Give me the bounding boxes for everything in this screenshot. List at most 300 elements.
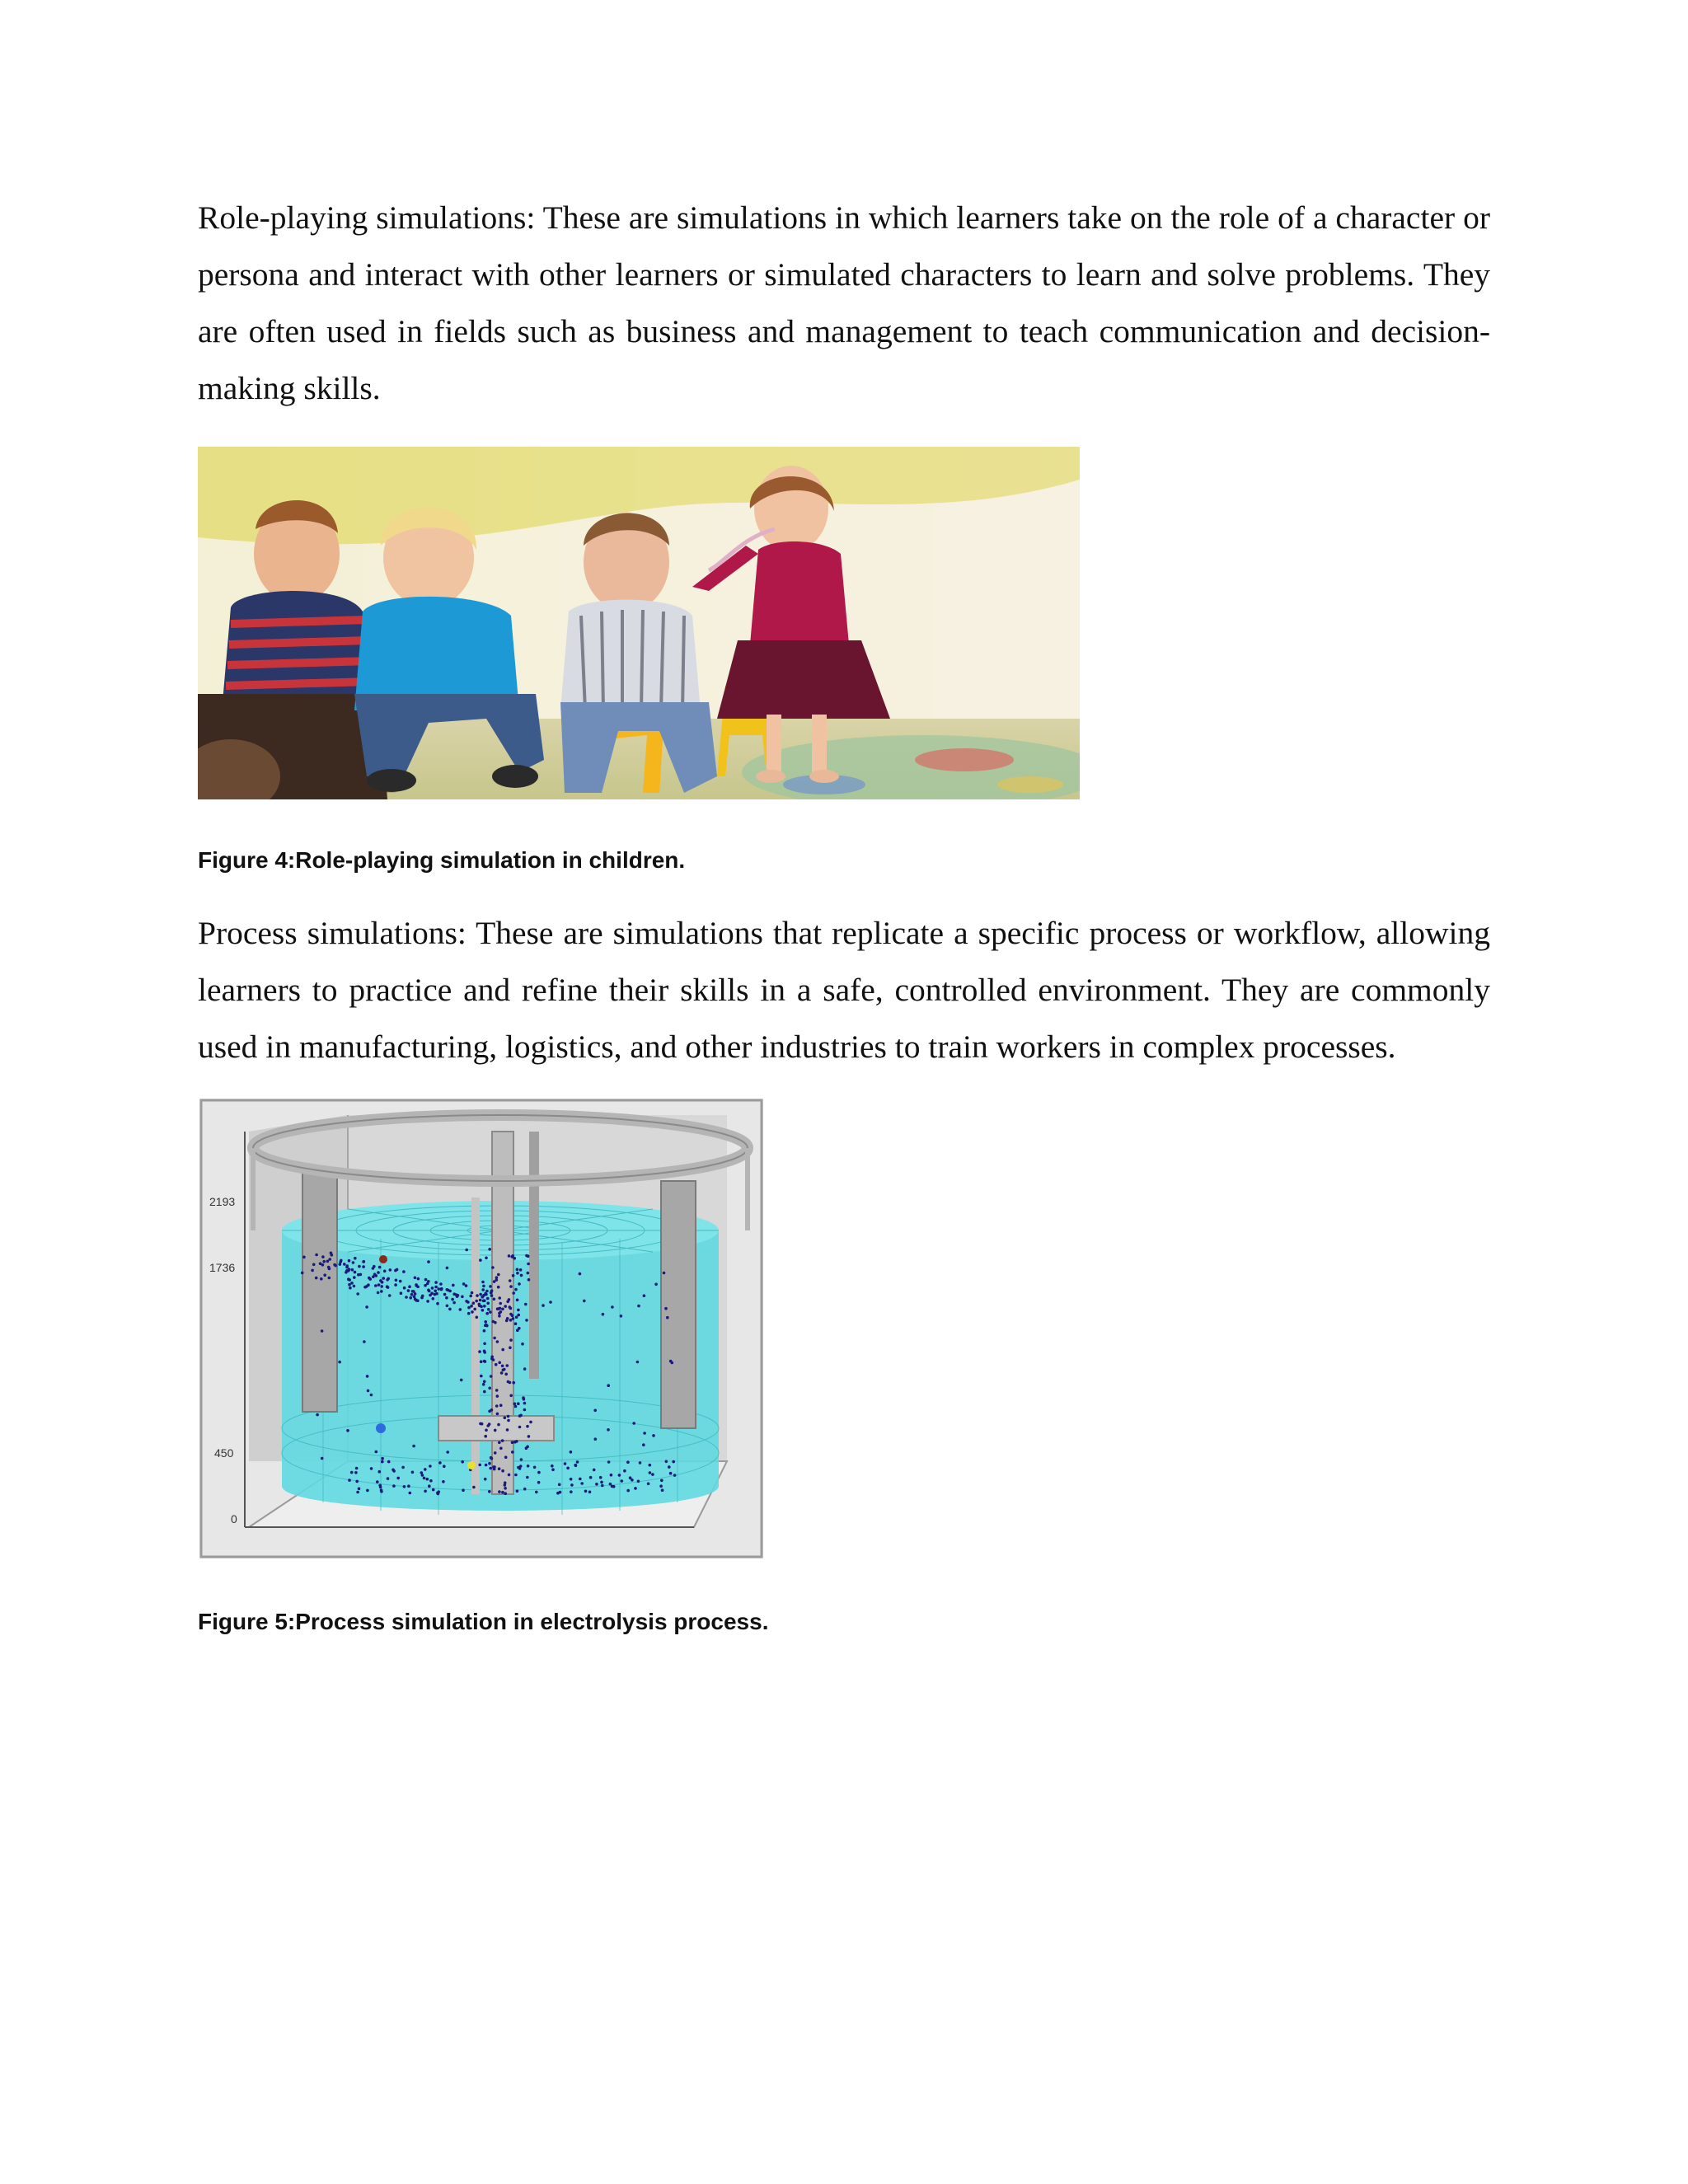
simulation-particle	[446, 1451, 449, 1454]
simulation-particle	[377, 1271, 380, 1274]
simulation-particle	[490, 1294, 494, 1297]
simulation-particle	[593, 1409, 597, 1413]
simulation-particle	[514, 1288, 518, 1291]
simulation-particle	[527, 1263, 530, 1266]
simulation-particle	[506, 1364, 509, 1367]
simulation-particle	[472, 1486, 476, 1489]
simulation-particle	[426, 1300, 429, 1303]
simulation-particle	[512, 1291, 515, 1295]
simulation-particle	[482, 1285, 485, 1288]
simulation-particle	[493, 1337, 496, 1340]
simulation-particle	[478, 1464, 481, 1467]
simulation-particle	[579, 1478, 582, 1481]
simulation-particle	[632, 1422, 635, 1425]
simulation-particle	[527, 1465, 530, 1468]
simulation-particle	[401, 1466, 405, 1469]
simulation-particle	[501, 1469, 504, 1473]
simulation-particle	[495, 1363, 498, 1366]
simulation-particle	[403, 1485, 406, 1488]
simulation-particle	[507, 1415, 510, 1418]
simulation-particle	[354, 1471, 358, 1474]
simulation-particle	[651, 1473, 654, 1476]
simulation-particle	[525, 1319, 528, 1322]
simulation-particle	[321, 1457, 324, 1460]
simulation-particle	[520, 1458, 523, 1461]
simulation-particle	[481, 1288, 485, 1291]
simulation-particle	[497, 1423, 500, 1427]
simulation-particle	[459, 1308, 462, 1311]
simulation-particle	[387, 1477, 390, 1480]
simulation-particle	[654, 1283, 658, 1286]
simulation-particle	[525, 1446, 528, 1450]
simulation-particle	[358, 1488, 361, 1491]
simulation-particle	[549, 1301, 552, 1304]
simulation-particle	[570, 1451, 573, 1454]
simulation-particle	[370, 1394, 373, 1397]
simulation-particle	[523, 1367, 527, 1371]
simulation-particle	[345, 1266, 349, 1269]
simulation-particle	[424, 1468, 427, 1471]
simulation-particle	[438, 1461, 442, 1465]
simulation-particle	[343, 1263, 346, 1266]
simulation-particle	[322, 1260, 326, 1263]
simulation-particle	[412, 1445, 415, 1448]
simulation-particle	[498, 1361, 501, 1365]
simulation-particle	[665, 1460, 668, 1464]
simulation-particle	[396, 1477, 400, 1480]
simulation-particle	[462, 1488, 465, 1492]
simulation-particle	[588, 1491, 592, 1494]
simulation-particle	[381, 1460, 384, 1464]
simulation-particle	[671, 1361, 674, 1365]
simulation-particle	[424, 1284, 427, 1287]
simulation-particle	[320, 1277, 323, 1281]
simulation-particle	[484, 1292, 487, 1296]
simulation-particle	[499, 1447, 503, 1451]
simulation-particle	[643, 1294, 646, 1297]
simulation-particle	[498, 1315, 501, 1318]
simulation-particle	[366, 1489, 369, 1493]
simulation-particle	[511, 1451, 514, 1454]
simulation-particle	[417, 1277, 420, 1281]
simulation-particle	[485, 1324, 488, 1327]
simulation-particle	[411, 1471, 415, 1474]
simulation-particle	[647, 1483, 650, 1486]
simulation-particle	[427, 1280, 430, 1283]
simulation-particle	[528, 1278, 531, 1282]
simulation-particle	[331, 1254, 334, 1257]
simulation-particle	[392, 1469, 395, 1472]
simulation-particle	[491, 1266, 495, 1269]
simulation-particle	[570, 1483, 574, 1487]
simulation-particle	[504, 1416, 507, 1419]
simulation-particle	[599, 1476, 603, 1479]
simulation-particle	[429, 1465, 432, 1468]
simulation-particle	[509, 1307, 513, 1310]
simulation-particle	[494, 1429, 497, 1432]
simulation-particle	[338, 1361, 341, 1364]
simulation-particle	[483, 1350, 486, 1353]
simulation-particle	[496, 1340, 499, 1343]
simulation-particle	[448, 1308, 452, 1311]
simulation-particle	[423, 1477, 426, 1480]
simulation-particle	[506, 1317, 509, 1320]
simulation-particle	[499, 1302, 502, 1305]
simulation-particle	[488, 1462, 491, 1465]
simulation-particle	[446, 1305, 449, 1308]
simulation-particle	[649, 1471, 652, 1474]
simulation-particle	[326, 1260, 330, 1263]
simulation-particle	[476, 1294, 479, 1297]
simulation-particle	[580, 1482, 584, 1485]
simulation-particle	[469, 1295, 472, 1298]
simulation-particle	[494, 1321, 497, 1324]
simulation-particle	[311, 1269, 314, 1272]
simulation-particle	[509, 1338, 513, 1342]
simulation-particle	[509, 1285, 513, 1288]
simulation-particle	[498, 1467, 501, 1470]
simulation-particle	[328, 1268, 331, 1271]
simulation-particle	[399, 1280, 402, 1283]
simulation-particle	[301, 1272, 304, 1275]
simulation-particle	[481, 1422, 484, 1426]
figure-role-playing-photo	[198, 447, 1080, 799]
simulation-particle	[321, 1329, 324, 1333]
simulation-particle	[473, 1308, 476, 1311]
simulation-particle	[524, 1303, 528, 1306]
simulation-particle	[566, 1467, 570, 1470]
simulation-particle	[416, 1299, 420, 1302]
simulation-particle	[485, 1290, 489, 1293]
simulation-particle	[595, 1483, 598, 1486]
simulation-particle	[501, 1365, 504, 1368]
simulation-particle	[558, 1483, 561, 1487]
simulation-particle	[333, 1263, 336, 1267]
simulation-particle	[501, 1491, 504, 1494]
simulation-particle	[504, 1492, 507, 1495]
simulation-particle	[526, 1476, 529, 1479]
simulation-particle	[660, 1479, 663, 1483]
simulation-particle	[355, 1467, 359, 1470]
simulation-particle	[442, 1480, 445, 1483]
simulation-particle	[471, 1291, 474, 1295]
axis-tick-450: 450	[214, 1446, 234, 1460]
simulation-particle	[507, 1419, 510, 1422]
simulation-particle	[502, 1369, 505, 1372]
simulation-particle	[513, 1257, 517, 1260]
process-simulation-illustration	[199, 1099, 763, 1558]
simulation-particle	[528, 1435, 531, 1438]
simulation-particle	[367, 1390, 370, 1393]
simulation-particle	[509, 1381, 512, 1385]
simulation-particle	[490, 1357, 494, 1361]
simulation-particle	[379, 1485, 382, 1488]
simulation-particle	[446, 1288, 449, 1291]
simulation-particle	[439, 1282, 443, 1286]
simulation-particle	[489, 1285, 492, 1288]
simulation-particle	[472, 1301, 476, 1305]
simulation-particle	[478, 1303, 481, 1306]
simulation-particle	[374, 1284, 377, 1287]
paragraph-role-playing: Role-playing simulations: These are simulations in which learners take on the role of a character or persona and interact with other learners or simulated characters to learn and solve problems. They are often used in fields such as business and management to teach communication and decision-making skills.	[198, 199, 1490, 406]
simulation-particle	[508, 1474, 511, 1477]
simulation-particle	[312, 1263, 316, 1267]
simulation-particle	[504, 1373, 508, 1376]
simulation-particle	[584, 1490, 588, 1493]
simulation-particle	[476, 1316, 479, 1319]
simulation-particle	[504, 1481, 507, 1484]
simulation-particle	[356, 1292, 359, 1296]
simulation-particle	[663, 1272, 666, 1275]
simulation-particle	[339, 1263, 342, 1266]
simulation-particle	[465, 1249, 468, 1252]
simulation-particle	[461, 1460, 464, 1464]
simulation-particle	[519, 1268, 523, 1272]
simulation-particle	[497, 1286, 500, 1289]
simulation-particle	[483, 1299, 486, 1302]
simulation-particle	[514, 1405, 518, 1408]
simulation-particle	[609, 1483, 612, 1486]
figure-5-caption: Figure 5:Process simulation in electrolysis process.	[198, 1609, 769, 1634]
simulation-particle	[514, 1322, 518, 1325]
simulation-particle	[437, 1287, 440, 1291]
simulation-particle	[319, 1262, 322, 1265]
simulation-particle	[407, 1484, 410, 1488]
simulation-particle	[559, 1491, 562, 1494]
simulation-particle	[514, 1474, 518, 1477]
simulation-particle	[483, 1390, 486, 1394]
simulation-particle	[443, 1465, 446, 1468]
simulation-particle	[513, 1403, 517, 1406]
simulation-particle	[607, 1428, 610, 1432]
simulation-particle	[420, 1296, 424, 1300]
simulation-particle	[526, 1425, 529, 1428]
simulation-particle	[323, 1273, 326, 1277]
simulation-particle	[386, 1278, 389, 1282]
simulation-particle	[495, 1404, 499, 1408]
simulation-particle	[500, 1371, 504, 1375]
simulation-particle	[490, 1289, 494, 1292]
simulation-particle	[368, 1277, 371, 1280]
simulation-particle	[452, 1292, 456, 1296]
simulation-particle	[363, 1340, 366, 1343]
simulation-particle	[620, 1315, 623, 1318]
simulation-particle	[427, 1260, 430, 1263]
simulation-particle	[480, 1360, 483, 1363]
simulation-particle	[434, 1290, 437, 1293]
simulation-particle	[574, 1464, 577, 1467]
simulation-particle	[520, 1274, 523, 1277]
simulation-particle	[414, 1277, 417, 1280]
simulation-particle	[478, 1350, 481, 1353]
simulation-particle	[479, 1293, 482, 1296]
simulation-particle	[348, 1479, 351, 1482]
simulation-particle	[490, 1375, 493, 1378]
simulation-particle	[504, 1305, 507, 1308]
simulation-particle	[365, 1305, 368, 1309]
simulation-particle	[353, 1285, 356, 1288]
simulation-particle	[379, 1279, 382, 1282]
simulation-particle	[328, 1277, 331, 1280]
simulation-particle	[485, 1257, 488, 1260]
simulation-particle	[483, 1380, 486, 1384]
simulation-particle	[636, 1361, 640, 1364]
simulation-particle	[661, 1488, 664, 1492]
simulation-particle	[551, 1465, 554, 1468]
simulation-particle	[511, 1254, 514, 1258]
simulation-particle	[378, 1470, 382, 1474]
simulation-particle	[350, 1282, 354, 1285]
simulation-particle	[490, 1408, 494, 1412]
simulation-particle	[380, 1285, 383, 1288]
axis-tick-2193: 2193	[209, 1195, 236, 1208]
simulation-particle	[465, 1284, 468, 1287]
simulation-particle	[612, 1485, 616, 1488]
simulation-particle	[494, 1451, 497, 1455]
simulation-particle	[512, 1317, 515, 1320]
simulation-particle	[358, 1265, 361, 1268]
simulation-particle	[564, 1462, 567, 1465]
simulation-particle	[643, 1432, 646, 1435]
simulation-particle	[518, 1426, 522, 1429]
simulation-particle	[512, 1381, 515, 1385]
simulation-particle	[328, 1258, 331, 1261]
simulation-particle	[509, 1346, 512, 1349]
simulation-particle	[490, 1456, 493, 1460]
simulation-particle	[642, 1443, 645, 1446]
simulation-particle	[498, 1441, 501, 1445]
simulation-particle	[356, 1491, 359, 1494]
simulation-particle	[666, 1316, 669, 1319]
simulation-particle	[485, 1464, 488, 1467]
simulation-particle	[363, 1286, 367, 1289]
simulation-particle	[499, 1310, 503, 1314]
simulation-particle	[511, 1314, 514, 1317]
simulation-particle	[652, 1434, 655, 1437]
simulation-particle	[509, 1279, 512, 1282]
simulation-particle	[498, 1296, 501, 1300]
simulation-particle	[348, 1259, 351, 1263]
simulation-particle	[479, 1299, 482, 1302]
simulation-particle	[424, 1278, 428, 1282]
simulation-particle	[517, 1314, 520, 1317]
simulation-particle	[488, 1490, 491, 1493]
simulation-particle	[407, 1289, 410, 1292]
simulation-particle	[357, 1273, 360, 1277]
simulation-particle	[664, 1307, 668, 1310]
simulation-particle	[400, 1291, 403, 1295]
simulation-particle	[501, 1308, 504, 1311]
simulation-particle	[380, 1490, 383, 1493]
simulation-particle	[475, 1300, 478, 1303]
simulation-particle	[432, 1297, 435, 1301]
simulation-particle	[434, 1286, 438, 1289]
simulation-particle	[382, 1277, 385, 1280]
simulation-particle	[430, 1292, 434, 1296]
simulation-particle	[321, 1255, 325, 1258]
simulation-particle	[485, 1429, 488, 1432]
simulation-particle	[392, 1484, 396, 1488]
simulation-particle	[570, 1490, 573, 1493]
simulation-particle	[431, 1286, 434, 1290]
simulation-particle	[484, 1478, 487, 1481]
simulation-particle	[421, 1474, 424, 1477]
axis-tick-1736: 1736	[209, 1261, 236, 1274]
simulation-particle	[362, 1265, 365, 1268]
simulation-particle	[352, 1261, 355, 1264]
simulation-particle	[634, 1487, 637, 1490]
simulation-particle	[376, 1480, 379, 1483]
simulation-particle	[533, 1466, 537, 1469]
simulation-particle	[428, 1484, 431, 1488]
simulation-particle	[315, 1254, 318, 1257]
axis-tick-0: 0	[231, 1512, 237, 1526]
simulation-particle	[600, 1481, 603, 1484]
simulation-particle	[523, 1488, 527, 1491]
simulation-particle	[521, 1343, 524, 1346]
simulation-particle	[402, 1270, 406, 1273]
simulation-particle	[607, 1384, 610, 1387]
simulation-particle	[527, 1255, 530, 1258]
simulation-particle	[409, 1296, 412, 1300]
simulation-particle	[487, 1308, 490, 1311]
simulation-particle	[378, 1266, 382, 1269]
simulation-particle	[437, 1493, 440, 1496]
simulation-particle	[626, 1489, 630, 1493]
simulation-particle	[445, 1296, 448, 1300]
simulation-particle	[483, 1343, 486, 1346]
simulation-particle	[637, 1480, 640, 1483]
simulation-particle	[467, 1312, 471, 1315]
simulation-particle	[429, 1479, 433, 1483]
simulation-particle	[639, 1461, 642, 1465]
simulation-particle	[516, 1268, 519, 1272]
simulation-particle	[440, 1287, 443, 1291]
simulation-particle	[481, 1309, 485, 1312]
simulation-particle	[517, 1309, 520, 1312]
simulation-particle	[499, 1404, 503, 1407]
simulation-particle	[583, 1300, 586, 1303]
simulation-particle	[386, 1285, 389, 1288]
simulation-particle	[375, 1451, 378, 1454]
simulation-particle	[410, 1293, 414, 1296]
simulation-particle	[394, 1283, 397, 1286]
simulation-particle	[485, 1312, 489, 1315]
simulation-particle	[409, 1492, 412, 1495]
simulation-particle	[483, 1360, 486, 1363]
simulation-particle	[383, 1270, 387, 1273]
simulation-particle	[483, 1329, 486, 1333]
simulation-particle	[353, 1276, 356, 1279]
simulation-particle	[537, 1471, 541, 1474]
figure-4-caption: Figure 4:Role-playing simulation in children.	[198, 847, 686, 873]
simulation-particle	[480, 1375, 483, 1378]
simulation-particle	[372, 1267, 375, 1270]
simulation-particle	[611, 1305, 614, 1309]
simulation-particle	[370, 1467, 373, 1470]
simulation-particle	[389, 1268, 392, 1272]
simulation-particle	[496, 1307, 499, 1310]
simulation-particle	[637, 1305, 640, 1308]
simulation-particle	[354, 1271, 357, 1274]
simulation-particle	[486, 1297, 490, 1301]
simulation-particle	[428, 1290, 431, 1293]
simulation-particle	[345, 1271, 348, 1274]
simulation-particle	[484, 1320, 487, 1324]
simulation-particle	[346, 1429, 349, 1432]
paragraph-process: Process simulations: These are simulations that replicate a specific process or workflow, allowing learners to practice and refine their skills in a safe, controlled environment. They are commonly used in manufacturing, logistics, and other industries to train workers in complex processes.	[198, 915, 1490, 1065]
simulation-particle	[516, 1489, 519, 1493]
